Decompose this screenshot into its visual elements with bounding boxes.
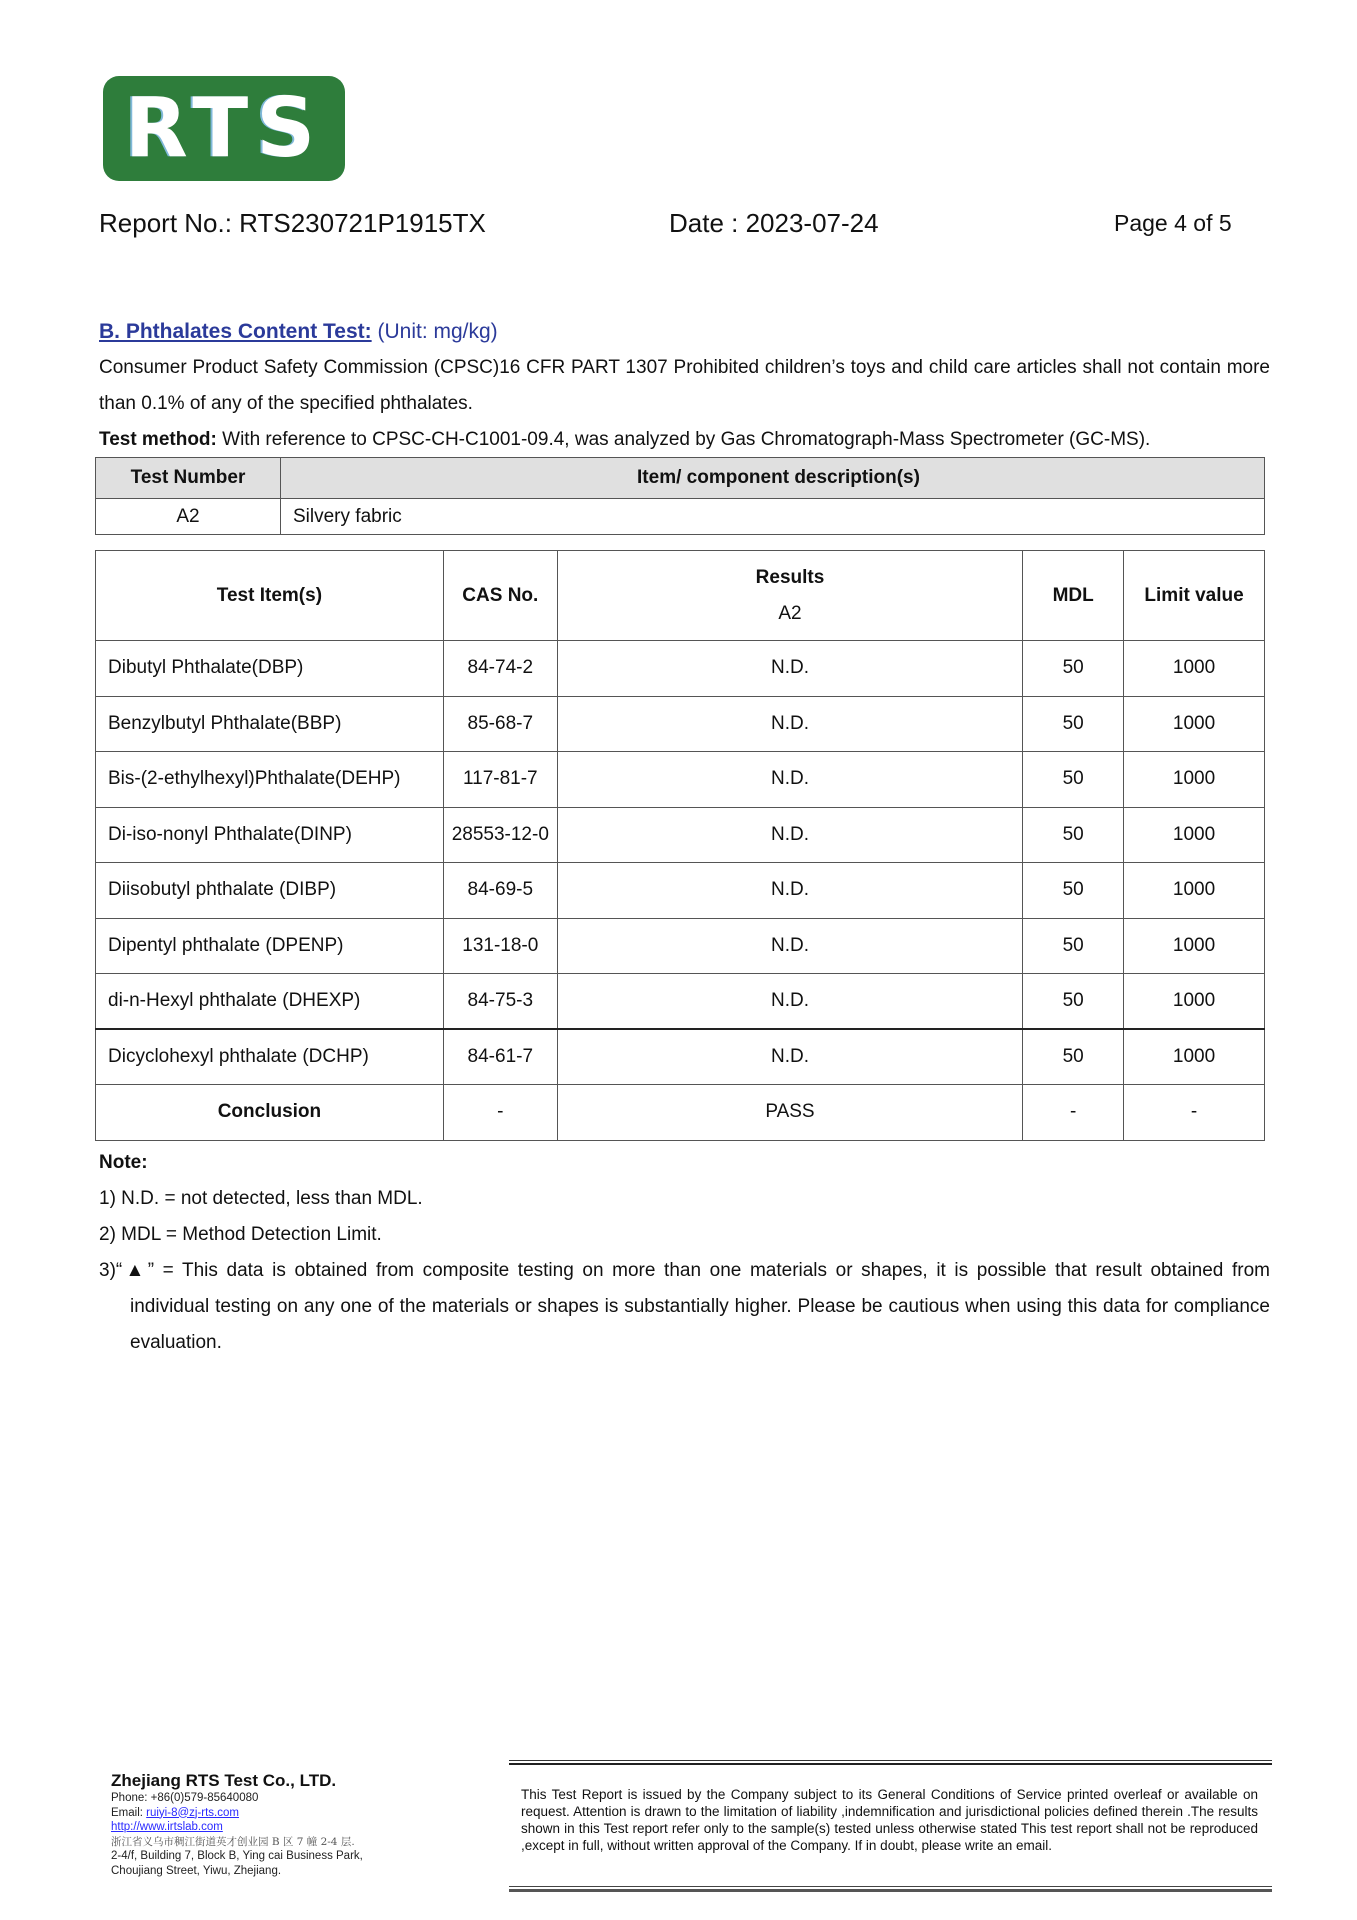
report-number: Report No.: RTS230721P1915TX: [99, 208, 486, 238]
note-item: 1) N.D. = not detected, less than MDL.: [99, 1188, 423, 1209]
address-english-1: 2-4/f, Building 7, Block B, Ying cai Business Park,: [111, 1850, 363, 1862]
conclusion-row: [96, 1085, 1265, 1141]
company-phone: Phone: +86(0)579-85640080: [111, 1792, 259, 1804]
result-value: N.D.: [557, 696, 1022, 752]
header-limit: Limit value: [1124, 551, 1265, 641]
header-test-number: Test Number: [96, 458, 281, 499]
table-row: [96, 863, 1265, 919]
cas-number: 84-61-7: [443, 1029, 557, 1085]
limit-value: 1000: [1124, 641, 1265, 697]
result-value: N.D.: [557, 752, 1022, 808]
limit-value: 1000: [1124, 1029, 1265, 1085]
test-item: Di-iso-nonyl Phthalate(DINP): [96, 807, 444, 863]
sample-description: Silvery fabric: [281, 499, 1265, 535]
cas-number: 117-81-7: [443, 752, 557, 808]
conclusion-cas: -: [443, 1085, 557, 1141]
table-row: [96, 807, 1265, 863]
header-description: Item/ component description(s): [281, 458, 1265, 499]
footer-divider-bottom-thick: [509, 1889, 1272, 1892]
limit-value: 1000: [1124, 807, 1265, 863]
result-value: N.D.: [557, 807, 1022, 863]
footer-divider-bottom: [509, 1886, 1272, 1887]
sample-row: [96, 499, 1265, 535]
rts-logo: [103, 76, 345, 181]
disclaimer-text: This Test Report is issued by the Company subject to its General Conditions of Service printed overleaf or available on request. Attention is drawn to the limitation of liability ,indemnification and jurisdictional policies defined therein .The results shown in this Test report refer only to the sample(s) tested unless otherwise stated This test report shall not be reproduced ,except in full, without written approval of the Company. If in doubt, please write an email.: [521, 1787, 1258, 1853]
note-item: 2) MDL = Method Detection Limit.: [99, 1224, 382, 1245]
test-item: di-n-Hexyl phthalate (DHEXP): [96, 974, 444, 1030]
mdl-value: 50: [1023, 696, 1124, 752]
email-link[interactable]: ruiyi-8@zj-rts.com: [146, 1806, 239, 1819]
mdl-value: 50: [1023, 752, 1124, 808]
results-table: [95, 550, 1265, 1141]
result-value: N.D.: [557, 1029, 1022, 1085]
result-value: N.D.: [557, 863, 1022, 919]
test-item: Bis-(2-ethylhexyl)Phthalate(DEHP): [96, 752, 444, 808]
table-row: [96, 696, 1265, 752]
table-row: [96, 1029, 1265, 1085]
address-chinese: 浙江省义乌市稠江街道英才创业园 B 区 7 幢 2-4 层.: [111, 1835, 355, 1848]
cas-number: 84-75-3: [443, 974, 557, 1030]
test-item: Dibutyl Phthalate(DBP): [96, 641, 444, 697]
limit-value: 1000: [1124, 696, 1265, 752]
cas-number: 28553-12-0: [443, 807, 557, 863]
mdl-value: 50: [1023, 1029, 1124, 1085]
header-mdl: MDL: [1023, 551, 1124, 641]
table-row: [96, 641, 1265, 697]
note-item: 3)“▲” = This data is obtained from composite testing on more than one materials or shapes, it is possible that result obtained from individual testing on any one of the materials or shapes is substantially higher. Please be cautious when using this data for compliance evaluation.: [99, 1260, 1270, 1353]
table-row: [96, 918, 1265, 974]
website-link[interactable]: http://www.irtslab.com: [111, 1821, 223, 1833]
footer-divider-top: [509, 1760, 1272, 1761]
table-row: [96, 752, 1265, 808]
section-title-text: B. Phthalates Content Test:: [99, 320, 372, 343]
sample-table: [95, 457, 1265, 535]
result-value: N.D.: [557, 974, 1022, 1030]
test-method: [99, 422, 1270, 458]
table-row: [96, 974, 1265, 1030]
result-value: N.D.: [557, 918, 1022, 974]
limit-value: 1000: [1124, 974, 1265, 1030]
mdl-value: 50: [1023, 918, 1124, 974]
test-item: Diisobutyl phthalate (DIBP): [96, 863, 444, 919]
test-item: Dipentyl phthalate (DPENP): [96, 918, 444, 974]
results-table-header: [96, 551, 1265, 641]
company-email: [111, 1806, 411, 1821]
conclusion-result: PASS: [557, 1085, 1022, 1141]
regulation-description: Consumer Product Safety Commission (CPSC)16 CFR PART 1307 Prohibited children’s toys and child care articles shall not contain more than 0.1% of any of the specified phthalates.: [99, 357, 1270, 414]
limit-value: 1000: [1124, 863, 1265, 919]
report-date: Date : 2023-07-24: [669, 208, 879, 238]
notes-heading: Note:: [99, 1152, 148, 1173]
notes-section: [99, 1145, 1270, 1361]
cas-number: 131-18-0: [443, 918, 557, 974]
header-cas: CAS No.: [443, 551, 557, 641]
header-results-sample: A2: [778, 602, 802, 624]
address-english-2: Choujiang Street, Yiwu, Zhejiang.: [111, 1864, 282, 1877]
cas-number: 84-74-2: [443, 641, 557, 697]
conclusion-label: Conclusion: [96, 1085, 444, 1141]
conclusion-limit: -: [1124, 1085, 1265, 1141]
test-method-label: Test method:: [99, 429, 217, 450]
email-label: Email:: [111, 1806, 147, 1819]
limit-value: 1000: [1124, 918, 1265, 974]
test-item: Benzylbutyl Phthalate(BBP): [96, 696, 444, 752]
sample-number: A2: [96, 499, 281, 535]
header-test-item: Test Item(s): [96, 551, 444, 641]
mdl-value: 50: [1023, 807, 1124, 863]
cas-number: 84-69-5: [443, 863, 557, 919]
test-item: Dicyclohexyl phthalate (DCHP): [96, 1029, 444, 1085]
mdl-value: 50: [1023, 974, 1124, 1030]
cas-number: 85-68-7: [443, 696, 557, 752]
section-unit: (Unit: mg/kg): [371, 320, 498, 343]
page-indicator: Page 4 of 5: [1114, 210, 1232, 236]
section-title: [99, 318, 498, 346]
conclusion-mdl: -: [1023, 1085, 1124, 1141]
logo-text: RTS: [124, 80, 324, 176]
test-method-text: With reference to CPSC-CH-C1001-09.4, was analyzed by Gas Chromatograph-Mass Spectrometer (GC-MS).: [216, 429, 1151, 450]
mdl-value: 50: [1023, 863, 1124, 919]
result-value: N.D.: [557, 641, 1022, 697]
limit-value: 1000: [1124, 752, 1265, 808]
header-results: [557, 551, 1022, 641]
header-results-label: Results: [755, 566, 825, 588]
company-name: Zhejiang RTS Test Co., LTD.: [111, 1771, 337, 1790]
mdl-value: 50: [1023, 641, 1124, 697]
sample-table-header: [96, 458, 1265, 499]
company-info: [111, 1771, 411, 1878]
footer-divider-top-thick: [509, 1763, 1272, 1765]
